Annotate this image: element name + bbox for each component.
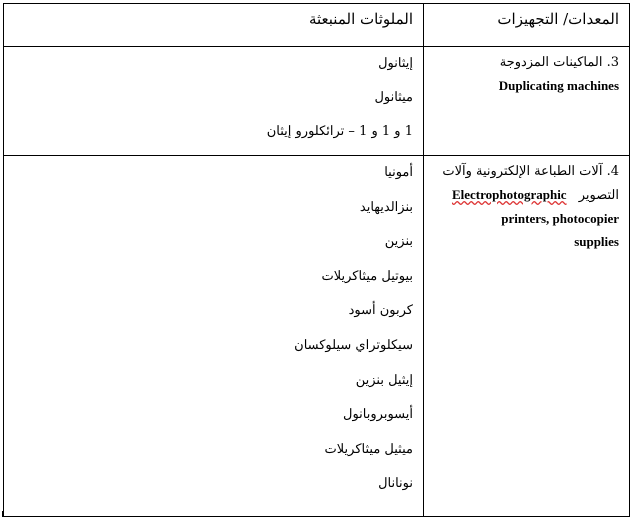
pollutant-item: إيثيل بنزين bbox=[355, 372, 413, 388]
equipment-cell bbox=[424, 47, 630, 156]
pollutants-cell bbox=[4, 156, 424, 517]
pollutant-item: أمونيا bbox=[384, 165, 413, 180]
pollutant-item: سيكلوتراي سيلوكسان bbox=[294, 337, 413, 353]
header-row bbox=[4, 4, 630, 47]
pollutant-item: بنزالديهايد bbox=[359, 199, 413, 215]
equipment-arabic bbox=[430, 51, 619, 74]
row-number: 4. bbox=[606, 164, 619, 179]
text-cursor-mark bbox=[2, 511, 3, 517]
equipment-arabic bbox=[430, 160, 619, 183]
table-row bbox=[4, 156, 630, 517]
pollutants-table bbox=[3, 3, 630, 517]
table-row bbox=[4, 47, 630, 156]
pollutant-item: ميثيل ميثاكريلات bbox=[324, 441, 413, 457]
pollutant-item: 1 و 1 و 1 – ترائكلورو إيثان bbox=[266, 124, 413, 139]
equipment-name-ar: الماكينات المزدوجة bbox=[499, 55, 603, 70]
pollutant-item: كربون أسود bbox=[348, 303, 413, 319]
equipment-name-ar: آلات الطباعة الإلكترونية وآلات bbox=[442, 164, 603, 179]
pollutant-item: أيسوبروبانول bbox=[343, 407, 413, 423]
equipment-name-en: Duplicating machines bbox=[498, 78, 619, 93]
pollutant-item: نونانال bbox=[378, 476, 413, 492]
equipment-header: المعدات/ التجهيزات bbox=[424, 4, 630, 47]
pollutant-item: إيثانول bbox=[378, 56, 413, 71]
pollutants-header: الملوثات المنبعثة bbox=[4, 4, 424, 47]
pollutant-item: ميثانول bbox=[374, 90, 413, 105]
row-number: 3. bbox=[606, 55, 619, 70]
pollutant-item: بنزين bbox=[384, 234, 413, 250]
equipment-mixed-line bbox=[430, 183, 619, 207]
equipment-name-en-1: Electrophotographic bbox=[451, 187, 567, 202]
equipment-cell bbox=[424, 156, 630, 517]
equipment-name-en-2: printers, photocopier bbox=[501, 211, 619, 226]
pollutants-cell bbox=[4, 47, 424, 156]
pollutant-item: بيوتيل ميثاكريلات bbox=[321, 268, 413, 284]
equipment-name-en-3: supplies bbox=[574, 234, 619, 249]
equipment-name-ar-2: التصوير bbox=[578, 188, 619, 203]
